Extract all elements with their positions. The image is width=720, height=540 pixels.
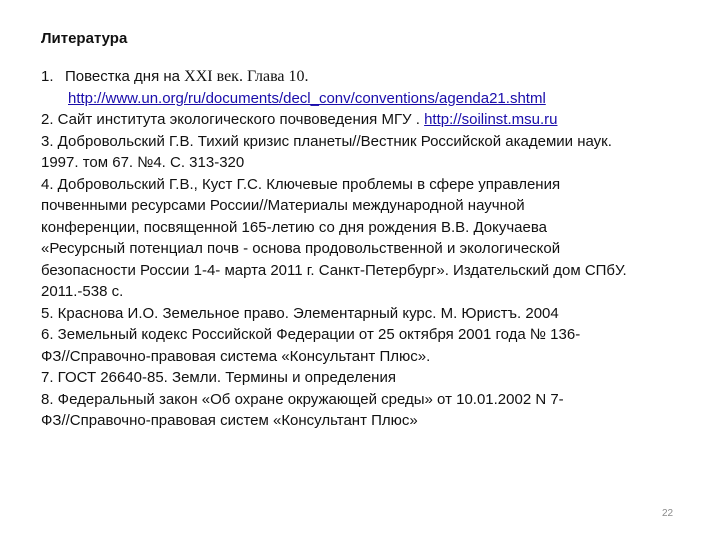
reference-text: 2. Сайт института экологического почвоведения МГУ .	[41, 111, 425, 128]
agenda21-link[interactable]: http://www.un.org/ru/documents/decl_conv/conventions/agenda21.shtml	[68, 89, 546, 107]
page-title: Литература	[41, 30, 128, 47]
reference-item-7	[41, 367, 701, 389]
reference-line: 1997. том 67. №4. С. 313-320	[41, 154, 245, 171]
reference-line: ФЗ//Справочно-правовая система «Консультант Плюс».	[41, 347, 431, 365]
reference-line: 3. Добровольский Г.В. Тихий кризис планеты//Вестник Российской академии наук.	[41, 132, 612, 150]
reference-line: «Ресурсный потенциал почв - основа продовольственной и экологической	[41, 240, 561, 257]
reference-line: 6. Земельный кодекс Российской Федерации от 25 октября 2001 года № 136-	[41, 326, 581, 343]
reference-text-serif: XXI век. Глава 10.	[184, 68, 309, 85]
reference-item-5	[41, 303, 701, 325]
reference-line: конференции, посвященной 165-летию со дня рождения В.В. Докучаева	[41, 218, 547, 236]
reference-line: 8. Федеральный закон «Об охране окружающей среды» от 10.01.2002 N 7-	[41, 390, 564, 408]
reference-line: безопасности России 1-4- марта 2011 г. Санкт-Петербург». Издательский дом СПбУ.	[41, 261, 627, 279]
reference-line: почвенными ресурсами России//Материалы международной научной	[41, 197, 525, 214]
reference-item-6	[41, 324, 701, 367]
reference-line: 7. ГОСТ 26640-85. Земли. Термины и определения	[41, 369, 396, 386]
reference-item-2	[41, 109, 701, 131]
soilinst-link[interactable]: http://soilinst.msu.ru	[424, 111, 558, 128]
page-number: 22	[662, 508, 674, 519]
reference-item-3	[41, 131, 701, 174]
reference-list	[41, 66, 701, 432]
reference-line: 4. Добровольский Г.В., Куст Г.С. Ключевые проблемы в сфере управления	[41, 175, 561, 193]
reference-item-4	[41, 174, 701, 303]
reference-item-1	[41, 66, 701, 109]
reference-line: 2011.-538 с.	[41, 283, 124, 300]
reference-line: 5. Краснова И.О. Земельное право. Элементарный курс. М. Юристъ. 2004	[41, 304, 559, 322]
reference-text: Повестка дня на	[65, 68, 180, 85]
reference-item-8	[41, 389, 701, 432]
reference-number: 1.	[41, 68, 54, 85]
reference-line: ФЗ//Справочно-правовая систем «Консультант Плюс»	[41, 412, 418, 429]
